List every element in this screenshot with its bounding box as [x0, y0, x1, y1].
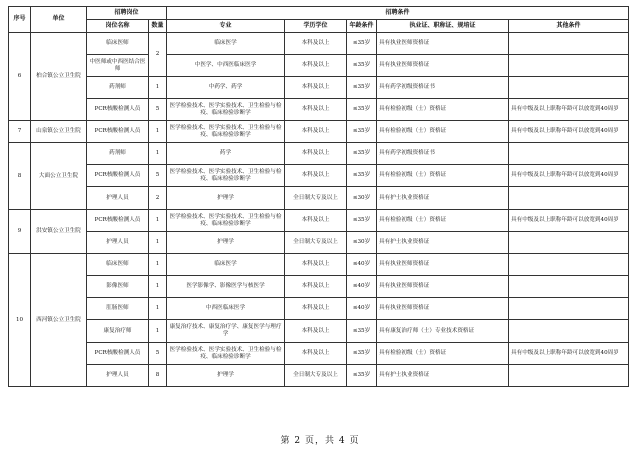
- cell-age: ≤35岁: [347, 77, 377, 99]
- cell-certificate: 具有检验初级（士）资格证: [377, 99, 509, 121]
- cell-post: 护理人员: [87, 365, 149, 387]
- cell-post: PCR核酸检测人员: [87, 210, 149, 232]
- cell-education: 本科及以上: [285, 99, 347, 121]
- cell-major: 医学检验技术、医学实验技术、卫生检验与检疫、临床检验诊断学: [167, 210, 285, 232]
- cell-unit: 大面公立卫生院: [31, 143, 87, 210]
- cell-major: 医学检验技术、医学实验技术、卫生检验与检疫、临床检验诊断学: [167, 99, 285, 121]
- cell-education: 全日制大专及以上: [285, 365, 347, 387]
- cell-no: 9: [9, 210, 31, 254]
- cell-major: 临床医学: [167, 33, 285, 55]
- cell-education: 本科及以上: [285, 298, 347, 320]
- cell-age: ≤35岁: [347, 210, 377, 232]
- cell-education: 本科及以上: [285, 276, 347, 298]
- cell-other: [509, 232, 629, 254]
- cell-other: 具有中级及以上职称年龄可以放宽到40周岁: [509, 210, 629, 232]
- cell-other: [509, 143, 629, 165]
- cell-age: ≤30岁: [347, 187, 377, 210]
- cell-post: PCR核酸检测人员: [87, 343, 149, 365]
- cell-age: ≤40岁: [347, 254, 377, 276]
- cell-education: 本科及以上: [285, 165, 347, 187]
- cell-certificate: 具有执业医师资格证: [377, 276, 509, 298]
- cell-other: [509, 55, 629, 77]
- table-row: [9, 143, 629, 165]
- recruitment-table: [8, 6, 629, 387]
- cell-unit: 西河镇公立卫生院: [31, 254, 87, 387]
- cell-education: 本科及以上: [285, 254, 347, 276]
- cell-certificate: 具有药学初级资格证书: [377, 143, 509, 165]
- cell-post: 护理人员: [87, 187, 149, 210]
- header-condition-group: 招聘条件: [167, 7, 629, 20]
- cell-age: ≤35岁: [347, 55, 377, 77]
- cell-major: 药学: [167, 143, 285, 165]
- cell-other: 具有中级及以上职称年龄可以放宽到40周岁: [509, 165, 629, 187]
- table-row: [9, 232, 629, 254]
- cell-major: 中西医临床医学: [167, 298, 285, 320]
- cell-certificate: 具有执业医师资格证: [377, 33, 509, 55]
- cell-other: [509, 77, 629, 99]
- cell-age: ≤35岁: [347, 33, 377, 55]
- cell-count: 1: [149, 320, 167, 343]
- cell-education: 全日制大专及以上: [285, 232, 347, 254]
- cell-education: 本科及以上: [285, 121, 347, 143]
- cell-certificate: 具有执业医师资格证: [377, 298, 509, 320]
- cell-certificate: 具有检验初级（士）资格证: [377, 121, 509, 143]
- cell-certificate: 具有护士执业资格证: [377, 365, 509, 387]
- table-row: [9, 210, 629, 232]
- cell-education: 本科及以上: [285, 143, 347, 165]
- cell-count: 5: [149, 99, 167, 121]
- table-row: [9, 320, 629, 343]
- header-post-group: 招聘岗位: [87, 7, 167, 20]
- cell-education: 全日制大专及以上: [285, 187, 347, 210]
- cell-count: 5: [149, 343, 167, 365]
- cell-major: 护理学: [167, 232, 285, 254]
- cell-certificate: 具有护士执业资格证: [377, 232, 509, 254]
- cell-other: [509, 365, 629, 387]
- header-post-name: 岗位名称: [87, 20, 149, 33]
- cell-major: 医学检验技术、医学实验技术、卫生检验与检疫、临床检验诊断学: [167, 165, 285, 187]
- cell-age: ≤35岁: [347, 320, 377, 343]
- cell-age: ≤35岁: [347, 165, 377, 187]
- cell-major: 中医学、中西医临床医学: [167, 55, 285, 77]
- cell-post: PCR核酸检测人员: [87, 121, 149, 143]
- table-row: [9, 99, 629, 121]
- cell-major: 医学影像学、影像医学与核医学: [167, 276, 285, 298]
- cell-count: 2: [149, 187, 167, 210]
- cell-post: 药剂师: [87, 77, 149, 99]
- cell-certificate: 具有执业医师资格证: [377, 55, 509, 77]
- page-footer: 第 2 页，共 4 页: [280, 436, 360, 446]
- cell-certificate: 具有检验初级（士）资格证: [377, 210, 509, 232]
- table-row: [9, 55, 629, 77]
- cell-count: 1: [149, 143, 167, 165]
- cell-post: 中医师或中西医结合医师: [87, 55, 149, 77]
- cell-other: 具有中级及以上职称年龄可以放宽到40周岁: [509, 99, 629, 121]
- table-row: [9, 121, 629, 143]
- cell-age: ≤30岁: [347, 232, 377, 254]
- header-no: 序号: [9, 7, 31, 33]
- cell-post: PCR核酸检测人员: [87, 99, 149, 121]
- cell-certificate: 具有执业医师资格证: [377, 254, 509, 276]
- header-education: 学历学位: [285, 20, 347, 33]
- recruitment-table-page: [8, 6, 629, 387]
- cell-age: ≤35岁: [347, 143, 377, 165]
- cell-no: 6: [9, 33, 31, 121]
- cell-education: 本科及以上: [285, 33, 347, 55]
- table-row: [9, 298, 629, 320]
- header-count: 数量: [149, 20, 167, 33]
- cell-age: ≤40岁: [347, 298, 377, 320]
- cell-post: 护理人员: [87, 232, 149, 254]
- table-row: [9, 276, 629, 298]
- cell-count: 5: [149, 165, 167, 187]
- cell-unit: 柏合镇公立卫生院: [31, 33, 87, 121]
- cell-unit: 山泉镇公立卫生院: [31, 121, 87, 143]
- cell-post: 康复治疗师: [87, 320, 149, 343]
- cell-post: PCR核酸检测人员: [87, 165, 149, 187]
- table-row: [9, 254, 629, 276]
- cell-other: 具有中级及以上职称年龄可以放宽到40周岁: [509, 121, 629, 143]
- cell-other: [509, 187, 629, 210]
- cell-count: 8: [149, 365, 167, 387]
- cell-other: [509, 254, 629, 276]
- cell-no: 7: [9, 121, 31, 143]
- cell-no: 8: [9, 143, 31, 210]
- cell-other: [509, 276, 629, 298]
- cell-count: 1: [149, 210, 167, 232]
- cell-count: 1: [149, 254, 167, 276]
- cell-major: 康复治疗技术、康复治疗学、康复医学与理疗学: [167, 320, 285, 343]
- cell-certificate: 具有检验初级（士）资格证: [377, 165, 509, 187]
- cell-unit: 洪安镇公立卫生院: [31, 210, 87, 254]
- cell-age: ≤40岁: [347, 276, 377, 298]
- table-row: [9, 165, 629, 187]
- cell-education: 本科及以上: [285, 320, 347, 343]
- header-unit: 单位: [31, 7, 87, 33]
- cell-certificate: 具有药学初级资格证书: [377, 77, 509, 99]
- cell-age: ≤35岁: [347, 99, 377, 121]
- cell-major: 医学检验技术、医学实验技术、卫生检验与检疫、临床检验诊断学: [167, 343, 285, 365]
- cell-other: [509, 298, 629, 320]
- cell-other: [509, 320, 629, 343]
- cell-education: 本科及以上: [285, 210, 347, 232]
- cell-count: 2: [149, 33, 167, 77]
- table-row: [9, 77, 629, 99]
- cell-post: 临床医师: [87, 33, 149, 55]
- cell-major: 中药学、药学: [167, 77, 285, 99]
- cell-count: 1: [149, 276, 167, 298]
- cell-age: ≤35岁: [347, 343, 377, 365]
- cell-other: 具有中级及以上职称年龄可以放宽到40周岁: [509, 343, 629, 365]
- cell-education: 本科及以上: [285, 77, 347, 99]
- cell-post: 肛肠医师: [87, 298, 149, 320]
- cell-age: ≤35岁: [347, 121, 377, 143]
- cell-education: 本科及以上: [285, 343, 347, 365]
- cell-post: 临床医师: [87, 254, 149, 276]
- table-row: [9, 33, 629, 55]
- cell-count: 1: [149, 77, 167, 99]
- cell-post: 影像医师: [87, 276, 149, 298]
- cell-no: 10: [9, 254, 31, 387]
- cell-major: 护理学: [167, 187, 285, 210]
- cell-count: 1: [149, 298, 167, 320]
- table-body: [9, 33, 629, 387]
- cell-major: 护理学: [167, 365, 285, 387]
- table-row: [9, 343, 629, 365]
- cell-count: 1: [149, 121, 167, 143]
- cell-count: 1: [149, 232, 167, 254]
- cell-age: ≤35岁: [347, 365, 377, 387]
- cell-certificate: 具有护士执业资格证: [377, 187, 509, 210]
- cell-certificate: 具有康复治疗师（士）专业技术资格证: [377, 320, 509, 343]
- cell-education: 本科及以上: [285, 55, 347, 77]
- table-row: [9, 365, 629, 387]
- cell-other: [509, 33, 629, 55]
- cell-post: 药剂师: [87, 143, 149, 165]
- header-other: 其他条件: [509, 20, 629, 33]
- header-certificate: 执业证、职称证、规培证: [377, 20, 509, 33]
- cell-major: 临床医学: [167, 254, 285, 276]
- cell-major: 医学检验技术、医学实验技术、卫生检验与检疫、临床检验诊断学: [167, 121, 285, 143]
- cell-certificate: 具有检验初级（士）资格证: [377, 343, 509, 365]
- table-row: [9, 187, 629, 210]
- header-age: 年龄条件: [347, 20, 377, 33]
- header-major: 专业: [167, 20, 285, 33]
